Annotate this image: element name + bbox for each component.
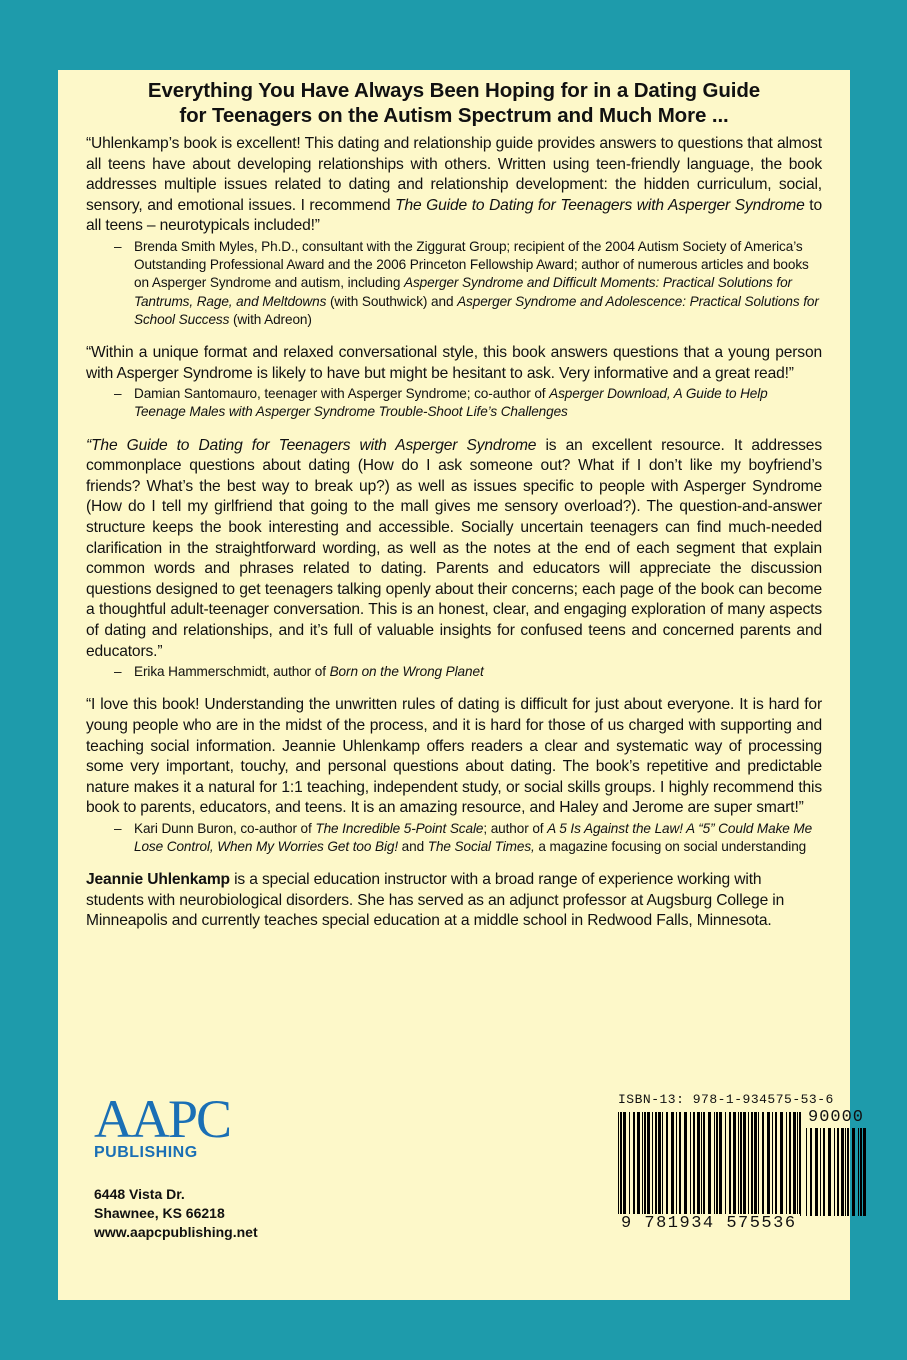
- review-3-attribution: [86, 663, 822, 681]
- author-bio: [86, 870, 822, 932]
- attribution-text: Erika Hammerschmidt, author of: [134, 664, 330, 680]
- review-1-attribution: [86, 238, 822, 329]
- dash: –: [114, 238, 122, 254]
- barcode-bar: [679, 1112, 681, 1216]
- barcode-bar: [852, 1128, 855, 1216]
- book-title: “The Guide to Dating for Teenagers with Asperger Syndrome: [86, 436, 537, 454]
- barcode-bar: [758, 1112, 759, 1216]
- barcode-bar: [690, 1112, 691, 1216]
- headline-line-2: for Teenagers on the Autism Spectrum and Much More ...: [179, 104, 729, 127]
- barcode-bar: [684, 1112, 687, 1216]
- barcode-bar: [845, 1128, 846, 1216]
- barcode-bar: [623, 1112, 626, 1216]
- barcode-bar: [703, 1112, 705, 1216]
- barcode-bar: [775, 1112, 777, 1216]
- attribution-text: (with Adreon): [229, 311, 312, 327]
- book-title: The Guide to Dating for Teenagers with Asperger Syndrome: [395, 196, 805, 214]
- barcode-bar: [629, 1112, 630, 1216]
- review-2-attribution: [86, 385, 822, 421]
- barcode-bar: [820, 1128, 821, 1216]
- barcode-bar: [751, 1112, 753, 1216]
- review-1-text: [86, 134, 822, 237]
- publisher-website: www.aapcpublishing.net: [94, 1224, 258, 1240]
- barcode-bar: [828, 1128, 831, 1216]
- barcode-bar: [647, 1112, 650, 1216]
- headline-line-1: Everything You Have Always Been Hoping for in a Dating Guide: [147, 79, 761, 102]
- address-line-1: 6448 Vista Dr.: [94, 1186, 185, 1202]
- barcode-bar: [658, 1112, 661, 1216]
- barcode-bar: [743, 1112, 746, 1216]
- barcode-bar: [762, 1112, 764, 1216]
- review-2-text: “Within a unique format and relaxed conversational style, this book answers questions that a young person with Asperger Syndrome is likely to have but might be hesitant to ask. Very informative and a great read!”: [86, 343, 822, 382]
- review-4: [86, 695, 822, 856]
- barcode-bar: [662, 1112, 663, 1216]
- attribution-text: Brenda Smith Myles, Ph.D., consultant with the Ziggurat Group; recipient of the 2004 Autism Society of America’s Outstanding Professional Award and the 2006 Princeton Fellowship Award; author of numerous articles and books on Asperger Syndrome and autism, including: [134, 238, 809, 291]
- footer: [86, 1089, 865, 1282]
- review-4-text: “I love this book! Understanding the unwritten rules of dating is difficult for just about everyone. It is hard for young people who are in the midst of the process, and it is hard for those of us charged with supporting and teaching social information. Jeannie Uhlenkamp offers readers a clear and systematic way of processing some very important, touchy, and personal questions about dating. The book’s repetitive and predictable nature makes it a natural for 1:1 teaching, independent study, or social skills groups. I highly recommend this book to parents, educators, and teens. It is an amazing resource, and Haley and Jerome are super smart!”: [86, 696, 822, 817]
- barcode-bar: [806, 1128, 807, 1216]
- barcode-bar: [740, 1112, 742, 1216]
- headline: [86, 78, 822, 128]
- barcode-bar: [676, 1112, 677, 1216]
- review-text: to all teens – neurotypicals included!”: [86, 196, 823, 235]
- book-title: The Incredible 5-Point Scale: [315, 820, 484, 836]
- barcode-bar: [786, 1112, 787, 1216]
- barcode: [618, 1092, 868, 1232]
- barcode-bar: [633, 1112, 635, 1216]
- barcode-bar: [642, 1112, 643, 1216]
- attribution-text: Damian Santomauro, teenager with Asperger Syndrome; co-author of: [134, 386, 550, 402]
- author-name: Jeannie Uhlenkamp: [86, 871, 230, 889]
- barcode-bar: [780, 1112, 783, 1216]
- publisher-logo-mark: AAPC: [94, 1089, 231, 1149]
- barcode-bar: [693, 1112, 695, 1216]
- barcode-bar: [655, 1112, 657, 1216]
- barcode-bar: [772, 1112, 773, 1216]
- dash: –: [114, 664, 122, 680]
- barcode-bar: [815, 1128, 818, 1216]
- barcode-bar: [858, 1128, 859, 1216]
- barcode-bar: [719, 1112, 722, 1216]
- barcode-bar: [733, 1112, 736, 1216]
- isbn-label: ISBN-13: 978-1-934575-53-6: [618, 1092, 834, 1107]
- barcode-bar: [834, 1128, 835, 1216]
- publisher-logo-subtitle: PUBLISHING: [94, 1144, 198, 1161]
- barcode-bar: [841, 1128, 844, 1216]
- review-1: [86, 134, 822, 329]
- review-4-attribution: [86, 820, 822, 856]
- publisher-address: [94, 1185, 258, 1242]
- barcode-bar: [789, 1112, 791, 1216]
- barcode-bar: [767, 1112, 770, 1216]
- attribution-text: and: [398, 839, 428, 855]
- barcode-bar: [637, 1112, 640, 1216]
- barcode-bar: [701, 1112, 702, 1216]
- attribution-text: ; author of: [483, 820, 548, 836]
- ean-number: 9 781934 575536: [618, 1214, 800, 1233]
- barcode-bar: [863, 1128, 866, 1216]
- attribution-text: Kari Dunn Buron, co-author of: [134, 820, 316, 836]
- barcode-bar: [793, 1112, 796, 1216]
- ean-barcode-bars: [618, 1112, 802, 1216]
- barcode-bar: [666, 1112, 668, 1216]
- barcode-bar: [620, 1112, 622, 1216]
- barcode-bar: [644, 1112, 646, 1216]
- barcode-bar: [708, 1112, 711, 1216]
- barcode-bar: [837, 1128, 839, 1216]
- barcode-bar: [754, 1112, 757, 1216]
- barcode-bar: [799, 1112, 801, 1216]
- barcode-bar: [725, 1112, 726, 1216]
- book-title: A 5 Is Against the Law! A “5” Could Make Me Lose Control, When My Worries Get too Big!: [134, 820, 813, 855]
- book-title: Asperger Syndrome and Difficult Moments: Practical Solutions for Tantrums, Rage, and Meltdowns: [134, 275, 792, 309]
- barcode-bar: [716, 1112, 718, 1216]
- barcode-bar: [810, 1128, 812, 1216]
- author-bio-text: is a special education instructor with a broad range of experience working with students with neurobiological disorders. She has served as an adjunct professor at Augsburg College in Minneapolis and currently teaches special education at a middle school in Redwood Falls, Minnesota.: [86, 871, 785, 930]
- price-barcode-bars: [806, 1128, 866, 1216]
- attribution-text: (with Southwick) and: [326, 293, 458, 309]
- barcode-bar: [697, 1112, 700, 1216]
- barcode-bar: [748, 1112, 749, 1216]
- review-text: “Uhlenkamp’s book is excellent! This dating and relationship guide provides answers to questions that almost all teens have about developing relationships with others. Written using teen-friendly language, the book addresses multiple issues related to dating and relationship development: the hidden curriculum, social, sensory, and emotional issues. I recommend: [86, 135, 822, 214]
- review-3-text: [86, 436, 822, 663]
- barcode-bar: [847, 1128, 849, 1216]
- attribution-text: a magazine focusing on social understanding: [534, 839, 807, 855]
- barcode-bar: [823, 1128, 825, 1216]
- barcode-bar: [618, 1112, 619, 1216]
- review-text: is an excellent resource. It addresses commonplace questions about dating (How do I ask someone out? What if I don’t like my boyfriend’s friends? What’s the best way to break up?) as well as issues specific to people with Asperger Syndrome (How do I tell my girlfriend that going to the mall gives me sensory overload?). The question-and-answer structure keeps the book interesting and accessible. Socially uncertain teenagers can find much-needed clarification in the straightforward wording, as well as the notes at the end of each segment that explain common words and phrases related to dating. Parents and educators will appreciate the discussion questions designed to get teenagers talking openly about their concerns; each page of the book can become a thoughtful adult-teenager conversation. This is an honest, clear, and engaging exploration of many aspects of dating and relationships, and it’s full of valuable insights for confused teens and concerned parents and educators.”: [86, 436, 822, 660]
- dash: –: [114, 820, 122, 836]
- address-line-2: Shawnee, KS 66218: [94, 1205, 225, 1221]
- book-title: Asperger Download, A Guide to Help Teenage Males with Asperger Syndrome Trouble-Shoot Life’s Challenges: [134, 386, 768, 420]
- review-3: [86, 436, 822, 682]
- price-code: 90000: [808, 1108, 865, 1127]
- back-cover-panel: [58, 70, 865, 1300]
- review-2: [86, 343, 822, 422]
- book-title: Asperger Syndrome and Adolescence: Practical Solutions for School Success: [134, 293, 819, 327]
- barcode-bar: [671, 1112, 674, 1216]
- book-title: The Social Times,: [427, 839, 535, 855]
- barcode-bar: [714, 1112, 715, 1216]
- dash: –: [114, 386, 122, 402]
- book-title: Born on the Wrong Planet: [329, 664, 484, 680]
- barcode-bar: [860, 1128, 862, 1216]
- publisher-logo: [94, 1089, 234, 1162]
- barcode-bar: [729, 1112, 731, 1216]
- barcode-bar: [797, 1112, 798, 1216]
- barcode-bar: [652, 1112, 653, 1216]
- barcode-bar: [738, 1112, 739, 1216]
